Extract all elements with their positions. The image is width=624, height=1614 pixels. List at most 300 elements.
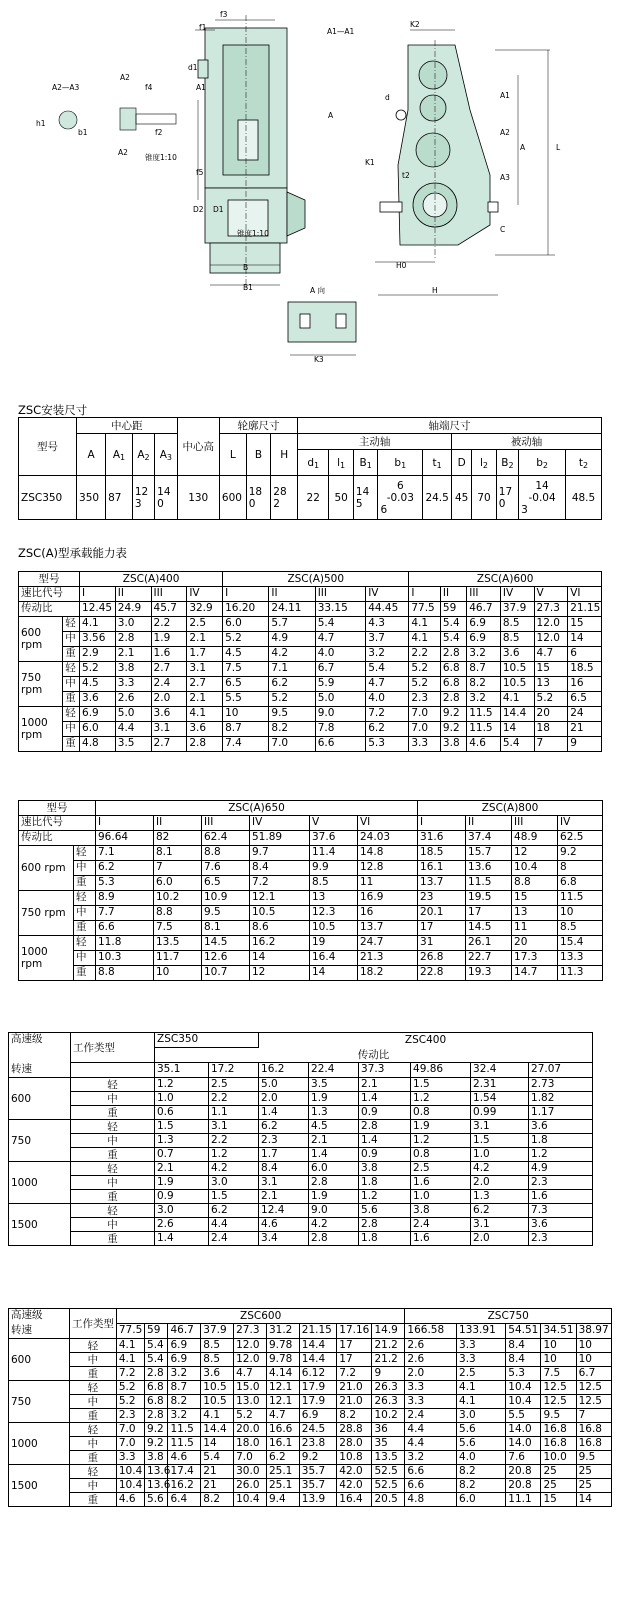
work-type: 轻 [71, 1162, 155, 1176]
load-value: 8 [558, 861, 603, 876]
load-value: 5.4 [201, 1451, 234, 1465]
h-l: L [219, 434, 246, 476]
label-d1-cap: D1 [213, 205, 224, 214]
load-value: 10.4 [234, 1493, 267, 1507]
ratio-code: II [269, 587, 315, 602]
load-value: 8.4 [259, 1162, 309, 1176]
load-value: 26.8 [418, 951, 466, 966]
work-type: 重 [74, 876, 96, 891]
load-value: 13.3 [558, 951, 603, 966]
gearbox-drawing [0, 0, 624, 380]
rpm-label: 1500 [9, 1204, 71, 1246]
load-value: 2.3 [409, 692, 441, 707]
label-a2a3: A2—A3 [52, 83, 80, 92]
load-value: 2.8 [145, 1409, 168, 1423]
ratios-row [19, 602, 602, 617]
ratio-value: 133.91 [457, 1324, 506, 1339]
group-1: ZSC(A)800 [418, 801, 603, 816]
load-value: 2.0 [471, 1232, 529, 1246]
load-value: 12.0 [534, 632, 568, 647]
load-value: 13.7 [358, 921, 418, 936]
load-table-3 [8, 1032, 593, 1246]
label-a1-left: A1 [196, 83, 206, 92]
load-value: 9.78 [266, 1353, 299, 1367]
ratio-value: 27.3 [234, 1324, 267, 1339]
ratio-value: 24.11 [269, 602, 315, 617]
load-value: 9.78 [266, 1339, 299, 1353]
load-value: 4.1 [457, 1381, 506, 1395]
ratio-code: V [534, 587, 568, 602]
load-title: ZSC(A)型承载能力表 [18, 546, 128, 560]
group-2: ZSC(A)600 [409, 572, 602, 587]
load-value: 25 [541, 1465, 576, 1479]
load-value: 10.8 [337, 1451, 372, 1465]
ratio-value: 77.5 [409, 602, 441, 617]
load-value: 0.8 [411, 1106, 471, 1120]
load-value: 17 [337, 1353, 372, 1367]
load-value: 23.8 [299, 1437, 337, 1451]
ratio-value: 17.2 [209, 1063, 259, 1078]
load-value: 2.0 [471, 1176, 529, 1190]
load-value: 2.1 [259, 1190, 309, 1204]
load-value: 1.5 [209, 1190, 259, 1204]
load-value: 3.1 [187, 662, 223, 677]
load-value: 2.6 [155, 1218, 209, 1232]
load-value: 12.0 [234, 1353, 267, 1367]
load-value: 16.8 [541, 1423, 576, 1437]
load-value: 4.0 [457, 1451, 506, 1465]
ratio-value: 46.7 [467, 602, 501, 617]
load-value: 7.8 [315, 722, 366, 737]
load-value: 1.1 [209, 1106, 259, 1120]
rpm-label: 1000 [9, 1162, 71, 1204]
label-a1: A1 [500, 91, 510, 100]
load-value: 7.2 [116, 1367, 144, 1381]
load-value: 1.9 [151, 632, 187, 647]
load-value: 4.5 [309, 1120, 359, 1134]
load-value: 11.5 [466, 876, 512, 891]
load-value: 10.2 [154, 891, 202, 906]
group-1: ZSC750 [405, 1309, 612, 1324]
load-value: 5.5 [223, 692, 269, 707]
load-value: 2.5 [187, 617, 223, 632]
load-value: 6.8 [145, 1381, 168, 1395]
load-value: 14 [500, 722, 534, 737]
load-value: 16 [358, 906, 418, 921]
h-a1: $A_1$ [106, 434, 133, 476]
ratio-value: 45.7 [151, 602, 187, 617]
load-value: 31 [418, 936, 466, 951]
load-value: 1.2 [411, 1134, 471, 1148]
load-value: 11.7 [154, 951, 202, 966]
load-value: 3.6 [529, 1120, 593, 1134]
load-value: 14.4 [201, 1423, 234, 1437]
table-row [19, 662, 602, 677]
ratio-value: 32.4 [471, 1063, 529, 1078]
ratio-value: 16.2 [259, 1063, 309, 1078]
work-type: 轻 [74, 936, 96, 951]
load-value: 20 [512, 936, 558, 951]
load-value: 1.7 [187, 647, 223, 662]
load-value: 4.9 [269, 632, 315, 647]
load-value: 4.5 [80, 677, 116, 692]
h-ratio-code: 速比代号 [19, 587, 80, 602]
work-type: 轻 [63, 617, 80, 632]
load-value: 11.1 [506, 1493, 541, 1507]
load-value: 13.9 [299, 1493, 337, 1507]
load-value: 10 [223, 707, 269, 722]
work-type: 中 [63, 677, 80, 692]
load-value: 4.7 [315, 632, 366, 647]
label-f3: f3 [220, 10, 228, 19]
load-value: 4.1 [201, 1409, 234, 1423]
load-value: 7.6 [202, 861, 250, 876]
load-value: 2.8 [359, 1120, 411, 1134]
load-value: 20.5 [372, 1493, 405, 1507]
h-speed1: 高速级 [9, 1309, 70, 1324]
load-value: 1.9 [411, 1120, 471, 1134]
load-value: 6.6 [96, 921, 154, 936]
load-value: 24.5 [299, 1423, 337, 1437]
ratio-code: II [115, 587, 151, 602]
work-type: 轻 [69, 1465, 116, 1479]
load-value: 2.4 [151, 677, 187, 692]
load-value: 8.7 [168, 1381, 201, 1395]
load-value: 4.2 [471, 1162, 529, 1176]
table-row [9, 1493, 612, 1507]
load-value: 17 [466, 906, 512, 921]
table-row [19, 707, 602, 722]
load-value: 4.9 [529, 1162, 593, 1176]
group-1: ZSC(A)500 [223, 572, 409, 587]
load-value: 10 [541, 1353, 576, 1367]
load-value: 13 [310, 891, 358, 906]
load-value: 16.2 [250, 936, 310, 951]
load-value: 1.9 [309, 1092, 359, 1106]
work-type: 轻 [71, 1204, 155, 1218]
load-value: 24.7 [358, 936, 418, 951]
load-value: 6.6 [315, 737, 366, 752]
load-value: 8.4 [250, 861, 310, 876]
load-value: 10.5 [500, 677, 534, 692]
load-value: 2.8 [309, 1176, 359, 1190]
load-value: 14.0 [506, 1423, 541, 1437]
load-value: 6.0 [223, 617, 269, 632]
load-value: 9.2 [440, 722, 466, 737]
load-value: 5.4 [366, 662, 409, 677]
load-value: 1.8 [359, 1232, 411, 1246]
h-d: D [452, 450, 472, 476]
load-value: 15.0 [234, 1381, 267, 1395]
ratio-value: 54.51 [506, 1324, 541, 1339]
load-value: 4.6 [259, 1218, 309, 1232]
ratio-value: 35.1 [155, 1063, 209, 1078]
load-value: 13.6 [466, 861, 512, 876]
load-value: 52.5 [372, 1479, 405, 1493]
table-row [9, 1204, 593, 1218]
work-type: 轻 [63, 707, 80, 722]
load-value: 9.5 [269, 707, 315, 722]
work-type: 中 [71, 1176, 155, 1190]
load-value: 10.5 [250, 906, 310, 921]
rpm-label: 1000 [9, 1423, 70, 1465]
load-value: 13.5 [154, 936, 202, 951]
load-value: 3.8 [115, 662, 151, 677]
load-value: 10 [576, 1339, 611, 1353]
h-speed2: 转速 [9, 1063, 71, 1078]
load-value: 6.0 [309, 1162, 359, 1176]
load-value: 2.8 [187, 737, 223, 752]
table-row [19, 861, 603, 876]
load-value: 21 [201, 1465, 234, 1479]
load-value: 2.8 [359, 1218, 411, 1232]
load-value: 3.2 [467, 647, 501, 662]
work-type: 中 [69, 1437, 116, 1451]
load-value: 4.6 [116, 1493, 144, 1507]
load-value: 7.3 [529, 1204, 593, 1218]
load-value: 1.9 [155, 1176, 209, 1190]
rpm-label: 600 [9, 1078, 71, 1120]
load-value: 12.6 [202, 951, 250, 966]
load-value: 2.3 [529, 1176, 593, 1190]
load-value: 12.5 [576, 1395, 611, 1409]
load-value: 2.73 [529, 1078, 593, 1092]
load-table-1 [18, 571, 602, 752]
work-type: 轻 [71, 1120, 155, 1134]
label-t2: t2 [402, 171, 410, 180]
load-value: 5.2 [269, 692, 315, 707]
rpm-label: 1500 [9, 1465, 70, 1507]
load-value: 1.8 [359, 1176, 411, 1190]
load-value: 14.4 [299, 1339, 337, 1353]
ratio-value: 82 [154, 831, 202, 846]
load-value: 15 [568, 617, 602, 632]
load-value: 10 [154, 966, 202, 981]
label-b: B [243, 263, 249, 272]
load-value: 6.12 [299, 1367, 337, 1381]
work-type: 中 [71, 1092, 155, 1106]
load-value: 16 [568, 677, 602, 692]
table-row [9, 1148, 593, 1162]
load-value: 6.9 [467, 632, 501, 647]
ratio-value: 46.7 [168, 1324, 201, 1339]
load-value: 25 [541, 1479, 576, 1493]
load-value: 0.9 [155, 1190, 209, 1204]
label-c: C [500, 225, 506, 234]
load-value: 12.4 [259, 1204, 309, 1218]
load-value: 8.6 [250, 921, 310, 936]
load-value: 2.0 [259, 1092, 309, 1106]
ratio-code: III [151, 587, 187, 602]
load-value: 11 [512, 921, 558, 936]
rpm-label: 750 [9, 1381, 70, 1423]
load-value: 3.2 [467, 692, 501, 707]
load-value: 3.6 [201, 1367, 234, 1381]
load-value: 5.3 [366, 737, 409, 752]
install-title: ZSC安装尺寸 [18, 403, 88, 417]
load-value: 14.7 [512, 966, 558, 981]
load-value: 9 [568, 737, 602, 752]
table-row [19, 951, 603, 966]
ratio-code: III [512, 816, 558, 831]
rpm-label: 750 [9, 1120, 71, 1162]
load-value: 35.7 [299, 1465, 337, 1479]
table-row [19, 921, 603, 936]
load-value: 7.0 [116, 1437, 144, 1451]
load-value: 3.6 [80, 692, 116, 707]
load-value: 9.2 [440, 707, 466, 722]
load-value: 4.6 [467, 737, 501, 752]
load-value: 2.6 [405, 1353, 457, 1367]
ratio-value: 32.9 [187, 602, 223, 617]
load-value: 3.6 [500, 647, 534, 662]
load-value: 7.5 [541, 1367, 576, 1381]
load-value: 11.3 [558, 966, 603, 981]
load-value: 14 [568, 632, 602, 647]
load-value: 1.6 [151, 647, 187, 662]
load-value: 3.2 [366, 647, 409, 662]
load-value: 7.1 [269, 662, 315, 677]
load-value: 8.2 [168, 1395, 201, 1409]
load-value: 16.8 [576, 1423, 611, 1437]
ratio-value: 12.45 [80, 602, 116, 617]
load-value: 0.7 [155, 1148, 209, 1162]
ratio-value: 22.4 [309, 1063, 359, 1078]
load-value: 22.8 [418, 966, 466, 981]
load-value: 6 [568, 647, 602, 662]
load-value: 9.0 [309, 1204, 359, 1218]
ratio-value: 14.9 [372, 1324, 405, 1339]
load-value: 6.5 [223, 677, 269, 692]
load-value: 9.4 [266, 1493, 299, 1507]
load-value: 0.99 [471, 1106, 529, 1120]
load-value: 4.7 [266, 1409, 299, 1423]
load-value: 8.8 [202, 846, 250, 861]
load-value: 26.0 [234, 1479, 267, 1493]
ratio-value: 48.9 [512, 831, 558, 846]
load-value: 8.8 [154, 906, 202, 921]
load-value: 9.5 [576, 1451, 611, 1465]
load-value: 2.3 [259, 1134, 309, 1148]
h-center-height: 中心高 [177, 418, 219, 476]
h-bb1: $B_1$ [353, 450, 378, 476]
group-0: ZSC(A)400 [80, 572, 223, 587]
load-value: 8.4 [506, 1339, 541, 1353]
work-type: 中 [69, 1395, 116, 1409]
load-value: 3.3 [116, 1451, 144, 1465]
load-value: 5.2 [116, 1395, 144, 1409]
load-value: 8.5 [558, 921, 603, 936]
work-type: 重 [63, 692, 80, 707]
label-a1a1-title: A1—A1 [327, 27, 355, 36]
load-value: 15 [512, 891, 558, 906]
load-value: 6.8 [440, 677, 466, 692]
load-value: 14.4 [299, 1353, 337, 1367]
load-value: 1.54 [471, 1092, 529, 1106]
label-a: A [520, 143, 526, 152]
load-value: 8.9 [96, 891, 154, 906]
load-value: 6.7 [315, 662, 366, 677]
table-row [9, 1423, 612, 1437]
table-row: ZSC350 350 87 12 3 14 0 130 600 18 0 28 2 22 50 14 5 6 -0.03 6 24.5 45 70 17 0 14 -0.04 3 48.5 [19, 476, 602, 520]
load-value: 1.6 [411, 1232, 471, 1246]
load-value: 2.5 [209, 1078, 259, 1092]
load-value: 10.9 [202, 891, 250, 906]
load-value: 8.5 [201, 1353, 234, 1367]
h-d1: $d_1$ [298, 450, 329, 476]
h-ratio: 传动比 [155, 1048, 593, 1063]
load-value: 7 [534, 737, 568, 752]
label-f2: f2 [155, 128, 163, 137]
table-row [19, 722, 602, 737]
ratio-value: 21.15 [568, 602, 602, 617]
load-value: 30.0 [234, 1465, 267, 1479]
ratio-value: 37.6 [310, 831, 358, 846]
load-value: 4.8 [405, 1493, 457, 1507]
load-value: 7.2 [366, 707, 409, 722]
work-type: 轻 [69, 1423, 116, 1437]
load-value: 10 [576, 1353, 611, 1367]
load-value: 5.4 [145, 1339, 168, 1353]
rpm-label: 1000 rpm [19, 707, 63, 752]
ratio-value: 27.07 [529, 1063, 593, 1078]
load-value: 17 [418, 921, 466, 936]
ratio-value: 17.16 [337, 1324, 372, 1339]
load-value: 7 [576, 1409, 611, 1423]
load-value: 4.1 [80, 617, 116, 632]
ratio-value: 51.89 [250, 831, 310, 846]
load-value: 8.5 [500, 617, 534, 632]
load-value: 5.5 [506, 1409, 541, 1423]
load-value: 1.4 [155, 1232, 209, 1246]
shaft-detail [59, 108, 176, 130]
load-value: 7.0 [409, 722, 441, 737]
ratio-value: 31.2 [266, 1324, 299, 1339]
load-value: 8.2 [337, 1409, 372, 1423]
label-f4: f4 [145, 83, 153, 92]
load-value: 10.4 [506, 1381, 541, 1395]
load-value: 2.6 [115, 692, 151, 707]
load-value: 3.0 [457, 1409, 506, 1423]
label-h: H [432, 286, 438, 295]
ratio-value: 62.4 [202, 831, 250, 846]
load-value: 2.4 [405, 1409, 457, 1423]
side-view [380, 45, 498, 245]
ratio-code: II [154, 816, 202, 831]
load-value: 2.6 [405, 1339, 457, 1353]
load-value: 5.6 [359, 1204, 411, 1218]
load-value: 3.5 [115, 737, 151, 752]
ratio-code: IV [366, 587, 409, 602]
load-value: 14 [201, 1437, 234, 1451]
load-value: 4.7 [234, 1367, 267, 1381]
load-value: 52.5 [372, 1465, 405, 1479]
load-value: 11.5 [467, 707, 501, 722]
load-value: 6.8 [440, 662, 466, 677]
load-value: 5.2 [234, 1409, 267, 1423]
load-value: 5.4 [440, 617, 466, 632]
load-value: 7.5 [154, 921, 202, 936]
load-value: 1.4 [359, 1092, 411, 1106]
load-value: 3.3 [457, 1339, 506, 1353]
load-value: 9.7 [250, 846, 310, 861]
work-type: 中 [63, 632, 80, 647]
load-value: 35.7 [299, 1479, 337, 1493]
load-value: 17.3 [512, 951, 558, 966]
load-value: 7.0 [409, 707, 441, 722]
load-value: 4.1 [457, 1395, 506, 1409]
load-value: 4.2 [209, 1162, 259, 1176]
